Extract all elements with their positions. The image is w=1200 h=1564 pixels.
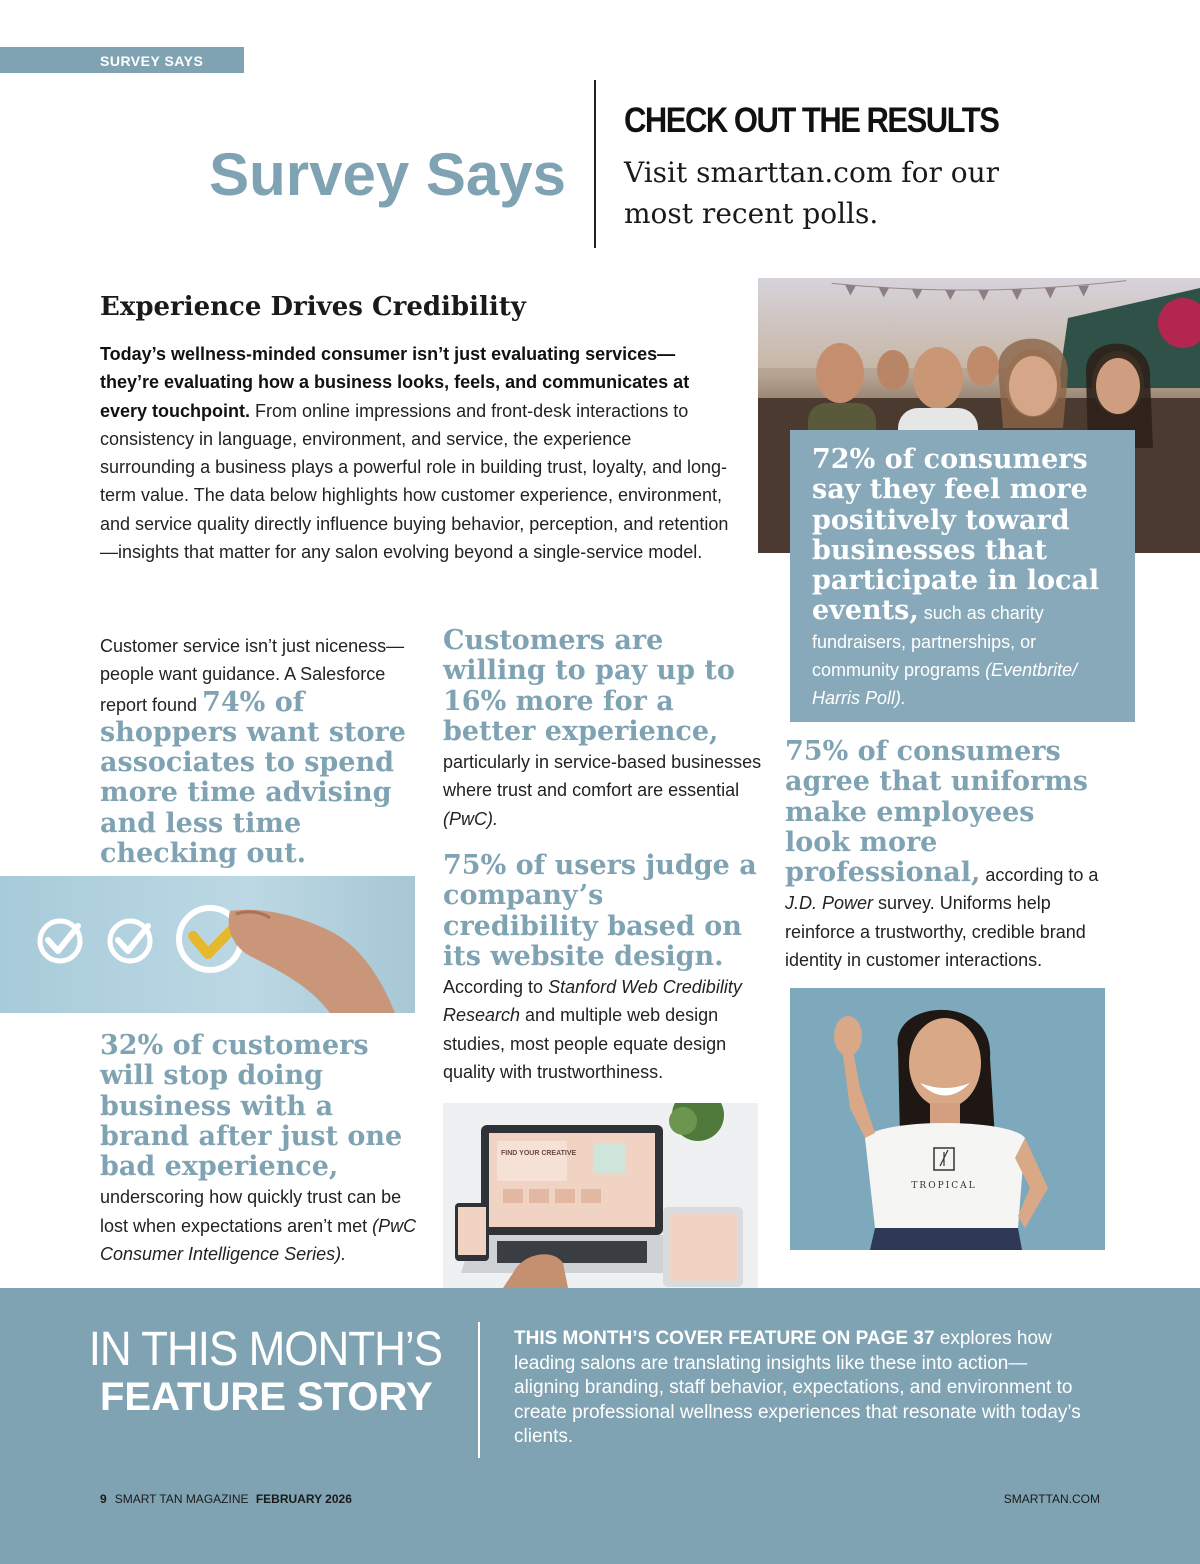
stat-bad-experience-highlight: 32% of customers will stop doing business with a brand after just one bad experience,	[100, 1030, 403, 1183]
stat-bad-experience	[100, 1032, 425, 1268]
intro-bold: Today’s wellness-minded consumer isn’t just evaluating services—they’re evaluating how a business looks, feels, and communicates at every touchpoint.	[100, 344, 690, 421]
results-heading: CHECK OUT THE RESULTS	[624, 100, 999, 141]
stat-pay-more-highlight: Customers are willing to pay up to 16% more for a better experience,	[443, 625, 735, 747]
stat-pay-more-body: particularly in service-based businesses where trust and comfort are essential	[443, 752, 762, 801]
feature-divider	[478, 1322, 480, 1458]
woman-illustration	[790, 988, 1105, 1250]
woman-photo	[790, 988, 1105, 1250]
stat-website-source: Stanford Web Credibility Research	[443, 977, 742, 1026]
stat-local-events-body: such as charity fundraisers, partnerships, or community programs	[812, 603, 1044, 681]
feature-text-rest: explores how leading salons are translating insights like these into action—aligning branding, staff behavior, expectations, and environment to create professional wellness experiences that resonate with today’s clients.	[514, 1328, 1081, 1447]
stat-associates	[100, 632, 425, 870]
page-number: 9	[100, 1492, 107, 1506]
stat-local-events-highlight: 72% of consumers say they feel more positively toward businesses that participate in local events,	[812, 444, 1100, 627]
stat-local-events	[812, 446, 1113, 713]
screen-text: FIND YOUR CREATIVE	[501, 1150, 577, 1157]
stat-website	[443, 852, 763, 1086]
laptop-photo	[443, 1103, 758, 1288]
header-divider	[594, 80, 596, 248]
issue-date: FEBRUARY 2026	[255, 1492, 352, 1506]
stat-associates-highlight: 74% of shoppers want store associates to spend more time advising and less time checking out.	[100, 686, 406, 870]
article-intro	[100, 340, 730, 566]
footer-website[interactable]: SMARTTAN.COM	[1003, 1492, 1100, 1506]
feature-text-bold: THIS MONTH’S COVER FEATURE ON PAGE 37	[514, 1328, 935, 1349]
intro-rest: From online impressions and front-desk interactions to consistency in language, environment, and service, the experience surrounding a business plays a powerful role in building trust, loyalty, and long-term value. The data below highlights how customer experience, environment, and service quality directly influence buying behavior, perception, and retention—insights that matter for any salon evolving beyond a single-service model.	[100, 400, 729, 563]
stat-website-body-b: and multiple web design studies, most people equate design quality with trustworthiness.	[443, 1005, 727, 1083]
magazine-name: SMART TAN MAGAZINE	[114, 1492, 249, 1506]
checkmarks-photo	[0, 876, 415, 1013]
feature-heading-line2: FEATURE STORY	[100, 1375, 433, 1419]
laptop-illustration	[443, 1103, 758, 1288]
stat-uniforms-body-a: according to a	[980, 865, 1099, 886]
feature-text	[514, 1327, 1084, 1450]
section-tag	[0, 47, 244, 73]
results-text: Visit smarttan.com for our most recent polls.	[624, 156, 1000, 230]
stat-bad-experience-source: (PwC Consumer Intelligence Series).	[100, 1215, 417, 1265]
stat-associates-lead: Customer service isn’t just niceness—people want guidance. A Salesforce report found	[100, 636, 405, 715]
checkmark-icons	[0, 876, 415, 1013]
stat-pay-more	[443, 627, 763, 833]
stat-pay-more-source: (PwC).	[443, 808, 498, 829]
stat-website-body-a: According to	[443, 977, 549, 998]
stat-uniforms-source: J.D. Power	[785, 893, 874, 914]
stat-website-highlight: 75% of users judge a company’s credibility based on its website design.	[443, 850, 757, 972]
stat-uniforms-highlight: 75% of consumers agree that uniforms make employees look more professional,	[785, 736, 1088, 889]
feature-heading-line1: IN THIS MONTH’S	[88, 1322, 442, 1376]
stat-local-events-source: (Eventbrite/ Harris Poll).	[812, 660, 1078, 709]
section-tag-label: SURVEY SAYS	[100, 53, 204, 69]
footer-left	[100, 1492, 352, 1506]
stat-uniforms	[785, 738, 1105, 974]
stat-bad-experience-body: underscoring how quickly trust can be lost when expectations aren’t met	[100, 1187, 402, 1236]
shirt-text: TROPICAL	[911, 1181, 977, 1191]
article-title: Experience Drives Credibility	[100, 292, 526, 322]
stat-box-local-events	[790, 430, 1135, 722]
page-title: Survey Says	[209, 141, 566, 208]
stat-uniforms-body-b: survey. Uniforms help reinforce a trustworthy, credible brand identity in customer interactions.	[785, 893, 1086, 971]
